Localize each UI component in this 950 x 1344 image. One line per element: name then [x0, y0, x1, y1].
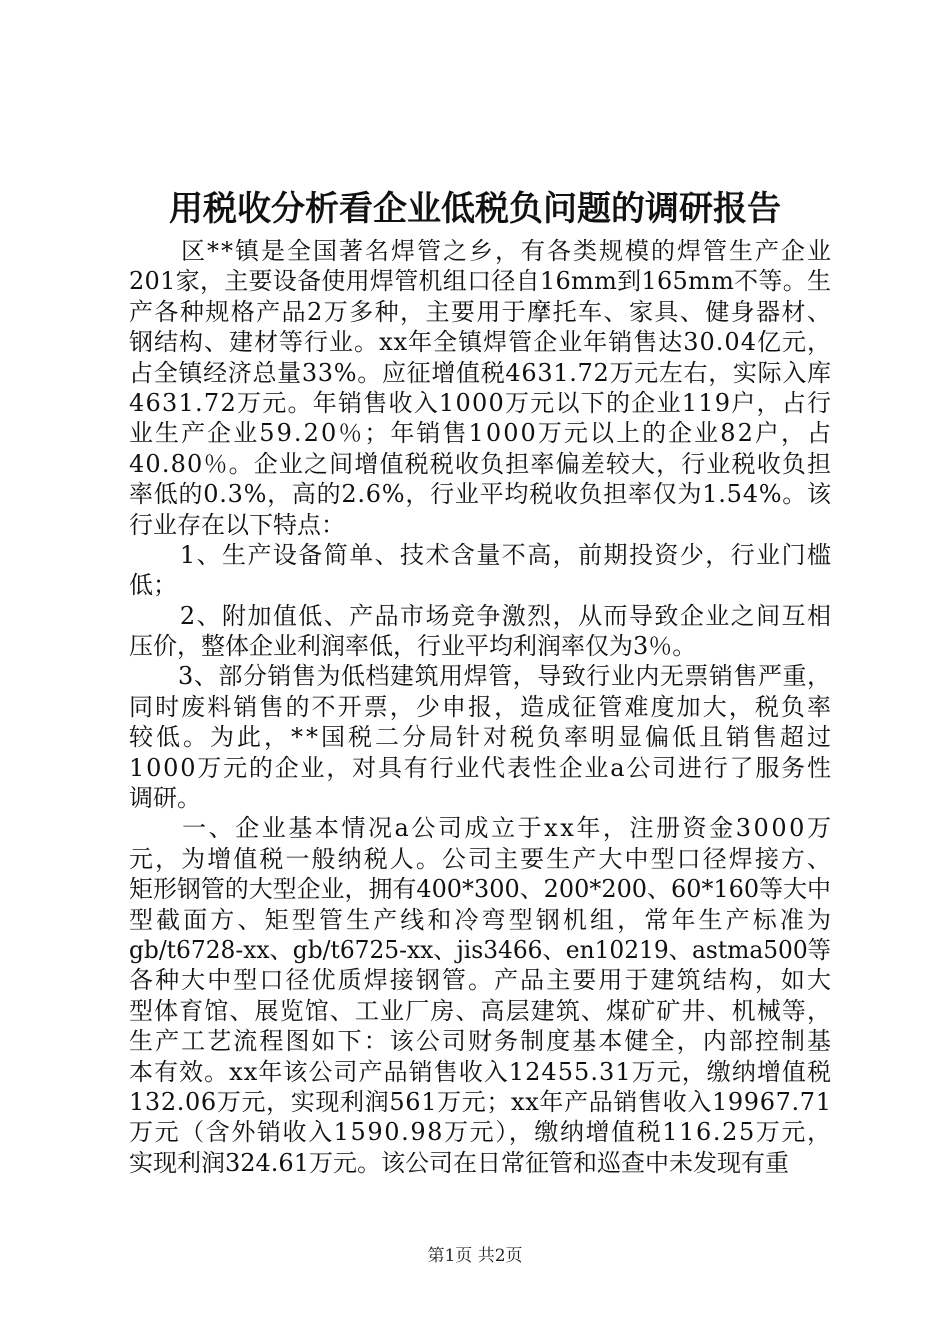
text-line: 型截面方、矩型管生产线和冷弯型钢机组，常年生产标准为 [129, 905, 835, 934]
document-body [129, 236, 835, 1178]
text-line: 201家，主要设备使用焊管机组口径自16mm到165mm不等。生 [129, 267, 832, 296]
page-footer: 第1页 共2页 [427, 1246, 523, 1266]
text-line: 132.06万元，实现利润561万元；xx年产品销售收入19967.71 [129, 1087, 832, 1116]
text-line: 产各种规格产品2万多种，主要用于摩托车、家具、健身器材、 [129, 297, 833, 326]
text-line: 同时废料销售的不开票，少申报，造成征管难度加大，税负率 [129, 692, 834, 721]
document-title: 用税收分析看企业低税负问题的调研报告 [169, 189, 781, 229]
text-line: 40.80％。企业之间增值税税收负担率偏差较大，行业税收负担 [129, 449, 833, 478]
text-line: 型体育馆、展览馆、工业厂房、高层建筑、煤矿矿井、机械等， [129, 996, 833, 1025]
text-line: 万元（含外销收入1590.98万元），缴纳增值税116.25万元， [129, 1118, 833, 1147]
text-line: 矩形钢管的大型企业，拥有400*300、200*200、60*160等大中 [129, 875, 831, 904]
text-line: 较低。为此，**国税二分局针对税负率明显偏低且销售超过 [129, 723, 834, 752]
text-line: 占全镇经济总量33%。应征增值税4631.72万元左右，实际入库 [129, 358, 832, 387]
text-line: 1、生产设备简单、技术含量不高，前期投资少，行业门槛 [129, 540, 833, 569]
text-line: 1000万元的企业，对具有行业代表性企业a公司进行了服务性 [129, 753, 833, 782]
text-line: 行业存在以下特点： [129, 510, 345, 539]
text-line: 各种大中型口径优质焊接钢管。产品主要用于建筑结构，如大 [129, 966, 834, 995]
text-line: 业生产企业59.20％；年销售1000万元以上的企业82户，占 [129, 419, 834, 448]
text-line: 一、企业基本情况a公司成立于xx年，注册资金3000万 [129, 814, 834, 843]
text-line: 压价，整体企业利润率低，行业平均利润率仅为3％。 [129, 632, 697, 661]
text-line: gb/t6728-xx、gb/t6725-xx、jis3466、en10219、astma500等 [129, 935, 831, 964]
text-line: 区**镇是全国著名焊管之乡，有各类规模的焊管生产企业 [129, 237, 833, 265]
text-line: 率低的0.3%，高的2.6%，行业平均税收负担率仅为1.54%。该 [129, 480, 832, 509]
text-line: 4631.72万元。年销售收入1000万元以下的企业119户，占行 [129, 388, 833, 417]
body-paragraph [129, 236, 835, 1178]
text-line: 生产工艺流程图如下：该公司财务制度基本健全，内部控制基 [129, 1027, 834, 1056]
text-line: 2、附加值低、产品市场竞争激烈，从而导致企业之间互相 [129, 601, 833, 630]
text-line: 本有效。xx年该公司产品销售收入12455.31万元，缴纳增值税 [129, 1057, 833, 1086]
text-line: 元，为增值税一般纳税人。公司主要生产大中型口径焊接方、 [129, 844, 834, 873]
text-line: 低； [129, 571, 177, 600]
text-line: 实现利润324.61万元。该公司在日常征管和巡查中未发现有重 [129, 1148, 789, 1177]
text-line: 钢结构、建材等行业。xx年全镇焊管企业年销售达30.04亿元， [129, 328, 832, 357]
text-line: 3、部分销售为低档建筑用焊管，导致行业内无票销售严重， [129, 662, 832, 691]
text-line: 调研。 [129, 784, 201, 813]
